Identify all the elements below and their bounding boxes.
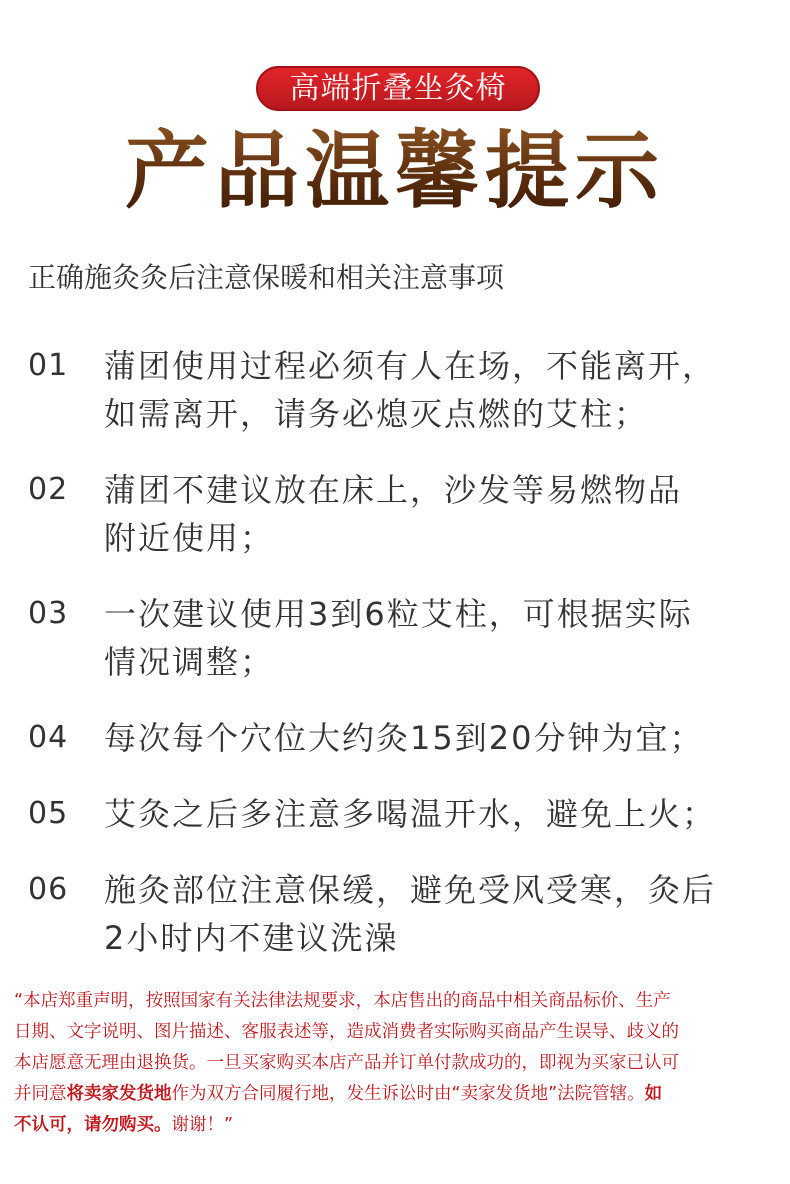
tip-number: 06 [28,872,69,907]
tip-line: 艾灸之后多注意多喝温开水，避免上火； [104,795,717,833]
store-disclaimer [14,986,778,1141]
tip-line: 2小时内不建议洗澡 [104,919,399,957]
tip-text [104,466,764,562]
tip-text [104,790,764,838]
tip-number: 02 [28,472,69,507]
disclaimer-text: 作为双方合同履行地，发生诉讼时由“卖家发货地”法院管辖。 [171,1084,645,1104]
disclaimer-emphasis: 将卖家发货地 [66,1084,172,1104]
disclaimer-text: 谢谢！” [171,1115,234,1135]
disclaimer-emphasis: 如 [644,1084,663,1104]
tip-line: 情况调整； [104,643,275,681]
disclaimer-text: 并同意 [14,1084,67,1104]
tip-number: 04 [28,720,69,755]
tip-text [104,342,764,438]
tip-text [104,866,764,962]
tip-text [104,714,764,762]
tip-number: 05 [28,796,69,831]
tip-line: 蒲团使用过程必须有人在场，不能离开， [104,347,717,385]
tip-line: 附近使用； [104,519,275,557]
disclaimer-line [14,1110,778,1141]
tip-number: 03 [28,596,69,631]
disclaimer-emphasis: 不认可，请勿购买。 [14,1115,172,1135]
tip-text [104,590,764,686]
disclaimer-line: “本店郑重声明，按照国家有关法律法规要求，本店售出的商品中相关商品标价、生产 [14,991,671,1011]
tip-line: 如需离开，请务必熄灭点燃的艾柱； [104,395,649,433]
disclaimer-line [14,1079,778,1110]
tip-line: 蒲团不建议放在床上，沙发等易燃物品 [104,471,683,509]
tip-number: 01 [28,348,69,383]
tip-line: 施灸部位注意保缓，避免受风受寒，灸后 [104,871,717,909]
disclaimer-line: 日期、文字说明、图片描述、客服表述等，造成消费者实际购买商品产生误导、歧义的 [14,1022,679,1042]
page-subtitle: 正确施灸灸后注意保暖和相关注意事项 [28,261,505,294]
disclaimer-line: 本店愿意无理由退换货。一旦买家购买本店产品并订单付款成功的，即视为买家已认可 [14,1053,679,1073]
page-title: 产品温馨提示 [0,123,790,219]
product-badge: 高端折叠坐灸椅 [256,66,540,111]
tip-line: 一次建议使用3到6粒艾柱，可根据实际 [104,595,693,633]
tip-line: 每次每个穴位大约灸15到20分钟为宜； [104,719,704,757]
